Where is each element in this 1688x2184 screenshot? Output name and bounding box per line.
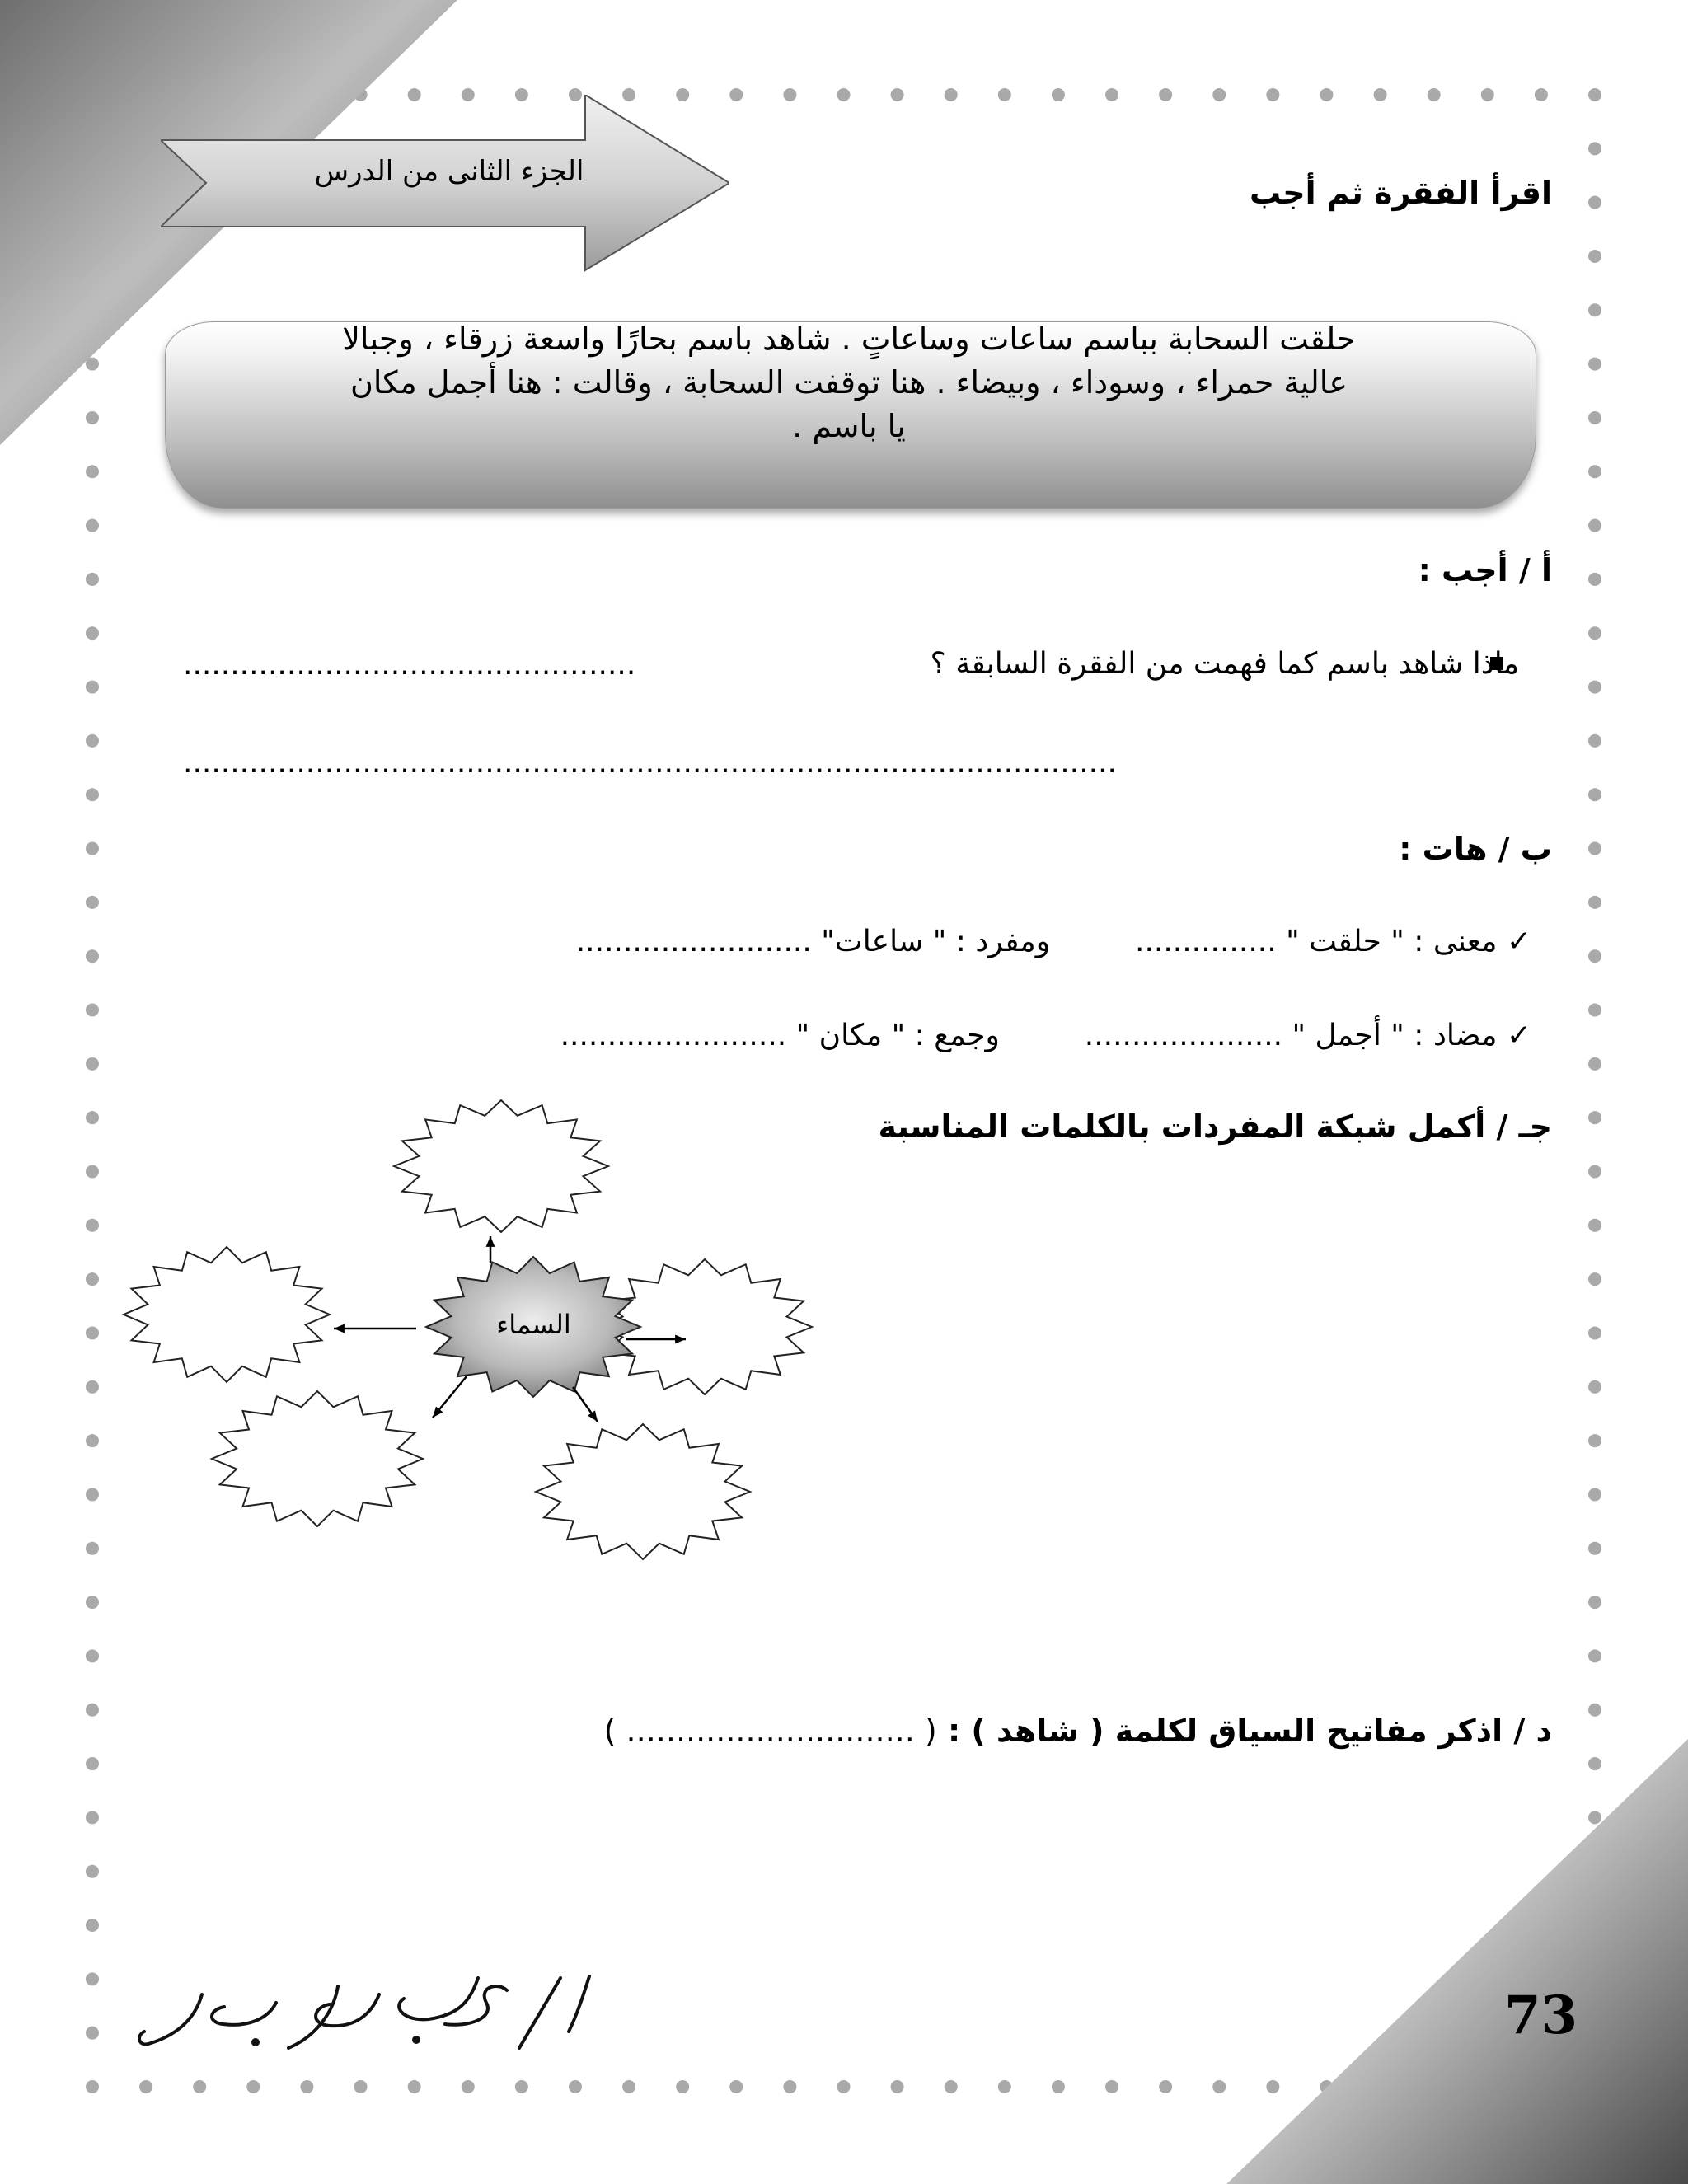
border-dot [86, 1596, 99, 1609]
border-dot [86, 1380, 99, 1394]
border-dot [86, 1057, 99, 1071]
border-dot [1588, 1542, 1601, 1555]
border-dot [1588, 734, 1601, 748]
page-number: 73 [1504, 1985, 1578, 2046]
border-dot [354, 2080, 368, 2093]
border-dot [1266, 88, 1279, 101]
border-dot [139, 2080, 152, 2093]
passage-line: عالية حمراء ، وسوداء ، وبيضاء . هنا توقفت السحابة ، وقالت : هنا أجمل مكان [349, 364, 1348, 401]
border-dot [1588, 411, 1601, 424]
banner-label: الجزء الثانى من الدرس [314, 155, 584, 188]
border-dot [86, 949, 99, 963]
border-dot [86, 788, 99, 801]
passage-line: حلقت السحابة بباسم ساعات وساعاتٍ . شاهد باسم بحارًا واسعة زرقاء ، وجبالا [342, 321, 1356, 357]
border-dot [1588, 626, 1601, 640]
border-dot [1588, 1111, 1601, 1124]
border-dot [1535, 88, 1548, 101]
border-dot [86, 1865, 99, 1878]
border-dot [1588, 1326, 1601, 1339]
border-dot [1588, 1219, 1601, 1232]
reading-passage [206, 317, 1492, 448]
border-dot [1588, 788, 1601, 801]
border-dot [86, 1165, 99, 1178]
border-dot [246, 2080, 260, 2093]
border-dot [1588, 1434, 1601, 1447]
border-dot [86, 1488, 99, 1501]
border-dot [945, 2080, 958, 2093]
web-blank-star-top[interactable] [394, 1100, 608, 1232]
arrowhead-icon [486, 1236, 495, 1247]
border-dot [1052, 88, 1065, 101]
vocab-row-1 [576, 925, 1531, 958]
border-dot [1588, 1272, 1601, 1286]
border-dot [1588, 465, 1601, 478]
border-dot [86, 1972, 99, 1985]
border-dot [998, 2080, 1011, 2093]
answer-line-2[interactable]: ................................................................................................... [183, 746, 1117, 780]
border-dot [1588, 1057, 1601, 1071]
border-dot [1588, 1488, 1601, 1501]
border-dot [1159, 2080, 1172, 2093]
border-dot [86, 1326, 99, 1339]
singular-prompt[interactable]: ومفرد : " ساعات" ......................... [575, 925, 1051, 958]
border-dot [1588, 1704, 1601, 1717]
border-dot [1588, 303, 1601, 316]
answer-line-1[interactable]: ................................................ [183, 648, 636, 682]
border-dot [86, 465, 99, 478]
border-dot [1588, 519, 1601, 532]
border-dot [569, 2080, 582, 2093]
border-dot [1481, 88, 1494, 101]
border-dot [891, 2080, 904, 2093]
border-dot [86, 1434, 99, 1447]
border-dot [462, 2080, 475, 2093]
border-dot [86, 1811, 99, 1824]
border-dot [1052, 2080, 1065, 2093]
border-dot [86, 519, 99, 532]
section-d-question [604, 1713, 1552, 1749]
border-dot [1212, 88, 1226, 101]
checkmark-icon: ✓ [1506, 925, 1531, 958]
border-dot [1588, 1380, 1601, 1394]
arrowhead-icon [334, 1324, 345, 1333]
border-dot [891, 88, 904, 101]
corner-decoration-bottom-right [1226, 1722, 1688, 2184]
border-dot [676, 2080, 689, 2093]
border-dot [86, 1704, 99, 1717]
border-dot [1428, 88, 1441, 101]
border-dot [1588, 896, 1601, 909]
border-dot [1212, 2080, 1226, 2093]
border-dot [86, 1649, 99, 1662]
border-dot [86, 1272, 99, 1286]
border-dot [1588, 1165, 1601, 1178]
border-dot [86, 842, 99, 855]
border-dot [783, 88, 796, 101]
border-dot [1588, 573, 1601, 586]
section-c-title: جـ / أكمل شبكة المفردات بالكلمات المناسبة [878, 1108, 1552, 1145]
passage-line: يا باسم . [792, 408, 906, 444]
border-dot [1105, 88, 1118, 101]
section-b-title: ب / هات : [1399, 831, 1552, 867]
border-dot [1588, 1649, 1601, 1662]
border-dot [1588, 949, 1601, 963]
border-dot [1588, 1596, 1601, 1609]
vocab-row-2 [560, 1019, 1531, 1052]
border-dot [86, 1004, 99, 1017]
meaning-prompt[interactable]: معنى : " حلقت " ............... [1135, 925, 1498, 958]
teacher-signature [132, 1970, 602, 2060]
question-text: ماذا شاهد باسم كما فهمت من الفقرة السابقة ؟ [930, 647, 1519, 681]
border-dot [300, 2080, 313, 2093]
border-dot [86, 734, 99, 748]
border-dot [86, 1219, 99, 1232]
border-dot [86, 2027, 99, 2040]
border-dot [86, 1542, 99, 1555]
section-a-title: أ / أجب : [1418, 552, 1552, 588]
section-d-answer-blank[interactable]: ( ............................. ) [603, 1713, 937, 1749]
border-dot [193, 2080, 206, 2093]
border-dot [837, 88, 851, 101]
web-center-word: السماء [496, 1309, 571, 1340]
border-dot [837, 2080, 851, 2093]
border-dot [1588, 1004, 1601, 1017]
border-dot [1588, 681, 1601, 694]
border-dot [408, 2080, 421, 2093]
border-dot [998, 88, 1011, 101]
instruction-heading: اقرأ الفقرة ثم أجب [1249, 175, 1552, 211]
border-dot [1159, 88, 1172, 101]
border-dot [1588, 88, 1601, 101]
border-dot [86, 1757, 99, 1770]
border-dot [86, 681, 99, 694]
arrowhead-icon [588, 1410, 598, 1422]
border-dot [86, 573, 99, 586]
checkmark-icon: ✓ [1506, 1019, 1531, 1052]
border-dot [1588, 358, 1601, 371]
web-blank-star-left[interactable] [124, 1247, 330, 1382]
border-dot [86, 1919, 99, 1932]
border-dot [729, 88, 743, 101]
border-dot [622, 2080, 635, 2093]
section-d-title: د / اذكر مفاتيح السياق لكلمة ( شاهد ) : [947, 1713, 1552, 1749]
border-dot [1588, 196, 1601, 209]
border-dot [945, 88, 958, 101]
border-dot [1320, 88, 1333, 101]
border-dot [1588, 250, 1601, 263]
border-dot [86, 626, 99, 640]
web-blank-star-bottom-right[interactable] [536, 1424, 750, 1559]
border-dot [729, 2080, 743, 2093]
plural-prompt[interactable]: وجمع : " مكان " ........................ [560, 1019, 1000, 1052]
web-blank-star-bottom-left[interactable] [212, 1391, 423, 1526]
border-dot [783, 2080, 796, 2093]
antonym-prompt[interactable]: مضاد : " أجمل " ..................... [1084, 1019, 1498, 1052]
border-dot [1374, 88, 1387, 101]
border-dot [515, 2080, 528, 2093]
border-dot [1588, 842, 1601, 855]
border-dot [1588, 142, 1601, 155]
border-dot [86, 1111, 99, 1124]
border-dot [86, 896, 99, 909]
border-dot [1105, 2080, 1118, 2093]
border-dot [86, 2080, 99, 2093]
